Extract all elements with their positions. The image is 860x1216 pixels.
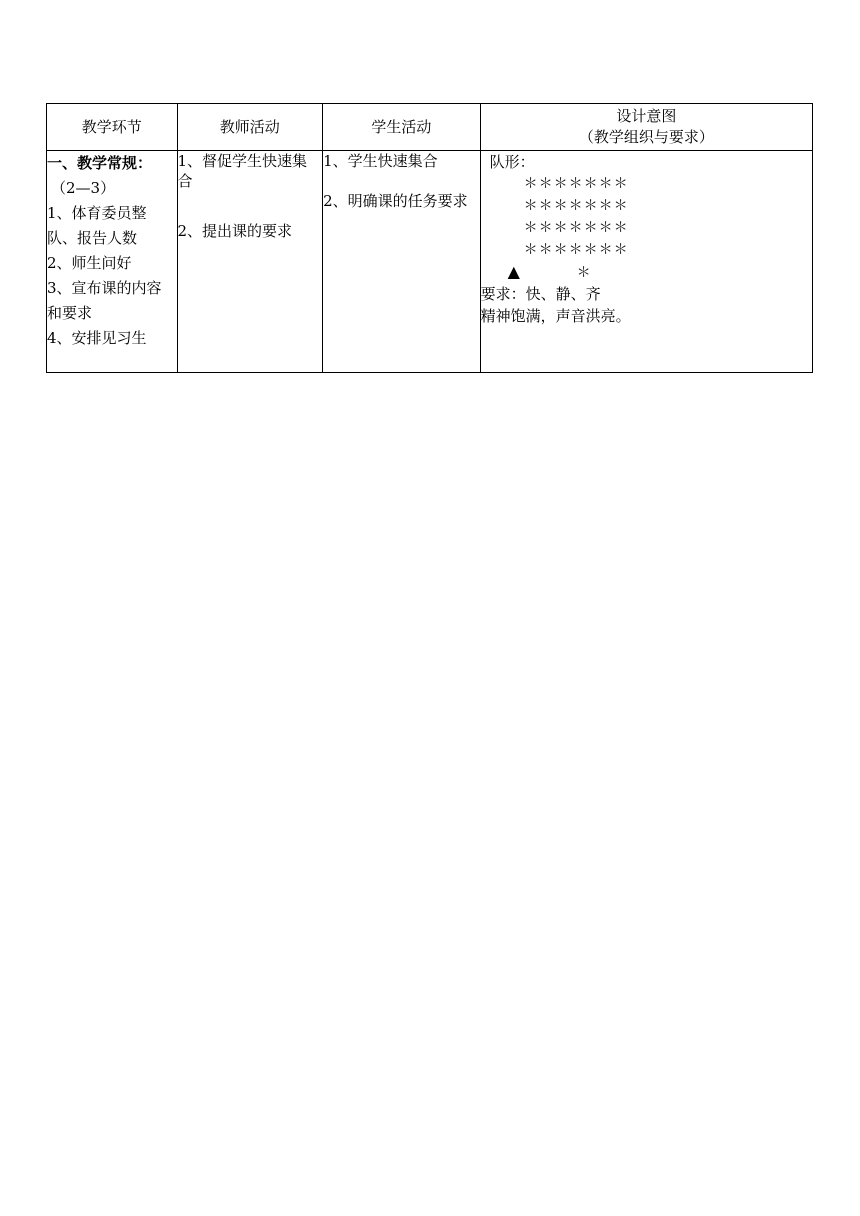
teacher-item-1-line2: 合 [177,172,193,190]
teacher-item-1-line1: 1、督促学生快速集 [177,152,308,170]
header-design-intent [480,104,812,151]
table-header-row [47,104,813,151]
formation-star-row: ＊＊＊＊＊＊＊ [523,220,629,236]
formation-star-row: ＊＊＊＊＊＊＊ [523,198,629,214]
header-design-intent-line2: （教学组织与要求） [578,128,714,146]
header-teacher-activity: 教师活动 [177,104,323,151]
formation-star-row: ＊＊＊＊＊＊＊ [523,242,629,258]
section-title: 一、教学常规： [47,154,153,172]
formation-label: 队形： [489,153,535,171]
header-student-activity: 学生活动 [323,104,481,151]
stage-item: 2、师生问好 [47,254,132,272]
student-item-2: 2、明确课的任务要求 [323,192,468,210]
design-intent-cell [480,151,812,373]
stage-item: 1、体育委员整 [47,204,147,222]
teacher-activity-cell [177,151,323,373]
table-row [47,151,813,373]
stage-item: 和要求 [47,304,93,322]
header-design-intent-line1: 设计意图 [616,107,677,125]
teacher-item-2: 2、提出课的要求 [177,222,293,240]
student-item-1: 1、学生快速集合 [323,152,438,170]
stage-item: 4、安排见习生 [47,329,147,347]
student-activity-cell [323,151,481,373]
requirement-line-2: 精神饱满，声音洪亮。 [480,307,631,325]
stage-item: 3、宣布课的内容 [47,279,162,297]
stage-item: 队、报告人数 [47,229,138,247]
section-duration: （2—3） [51,179,116,197]
requirement-line-1: 要求：快、静、齐 [480,285,601,303]
lesson-plan-table [46,103,813,373]
single-star-marker: ＊ [576,265,591,281]
teacher-position-row [481,261,812,283]
header-teaching-stage: 教学环节 [47,104,178,151]
teacher-triangle-icon: ▲ [507,262,520,281]
teaching-stage-cell [47,151,178,373]
formation-star-row: ＊＊＊＊＊＊＊ [523,176,629,192]
